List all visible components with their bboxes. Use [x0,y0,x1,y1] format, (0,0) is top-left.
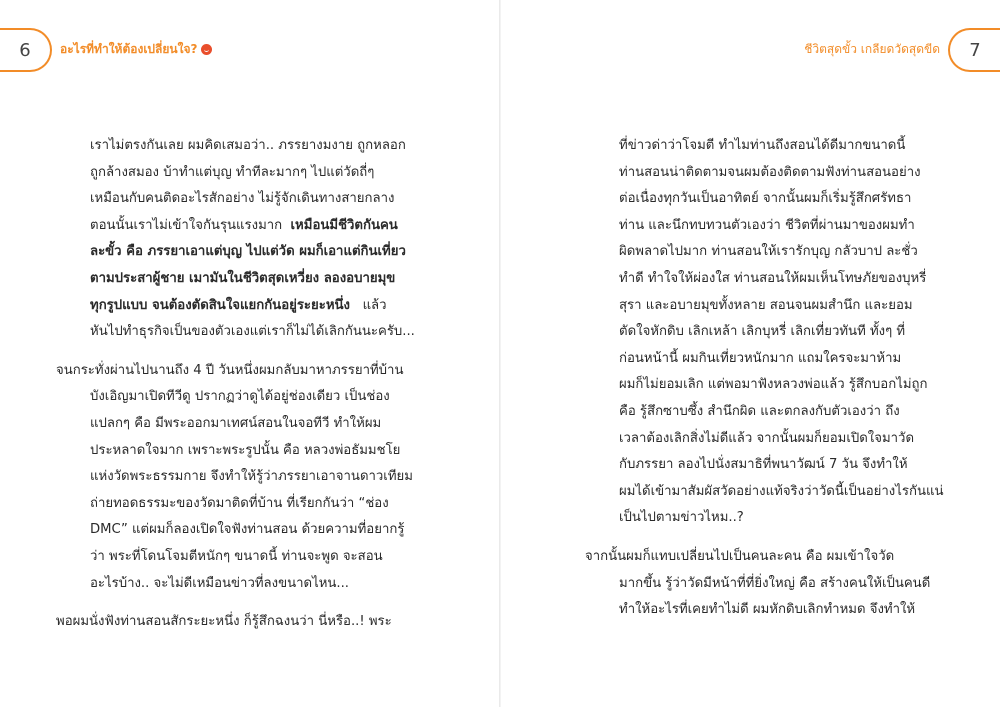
text-line: แปลกๆ คือ มีพระออกมาเทศน์สอนในจอทีวี ทำให้ผม [90,415,382,431]
paragraph [56,609,424,636]
text-line: บังเอิญมาเปิดทีวีดู ปรากฏว่าดูได้อยู่ช่องเดียว เป็นช่อง [90,389,390,405]
text-line: หันไปทำธุรกิจเป็นของตัวเองแต่เราก็ไม่ได้เลิกกันนะครับ... [90,324,415,340]
text-line: กับภรรยา ลองไปนั่งสมาธิที่พนาวัฒน์ 7 วัน จึงทำให้ [619,457,908,473]
left-header-title: อะไรที่ทำให้ต้องเปลี่ยนใจ? [60,42,198,56]
text-line: พอผมนั่งฟังท่านสอนสักระยะหนึ่ง ก็รู้สึกฉงนว่า นี่หรือ..! พระ [56,614,392,630]
text-line: อะไรบ้าง.. จะไม่ดีเหมือนข่าวที่ลงขนาดไหน... [90,575,349,591]
smiley-icon [201,44,212,55]
text-line: คือ รู้สึกซาบซึ้ง สำนึกผิด และตกลงกับตัวเองว่า ถึง [619,403,900,419]
text-line: ก่อนหน้านี้ ผมกินเที่ยวหนักมาก แถมใครจะมาห้าม [619,350,902,366]
text-line: จนกระทั่งผ่านไปนานถึง 4 ปี วันหนึ่งผมกลับมาหาภรรยาที่บ้าน [56,362,404,378]
text-span: ตอนนั้นเราไม่เข้าใจกันรุนแรงมาก [90,217,283,233]
text-line: ผิดพลาดไปมาก ท่านสอนให้เรารักบุญ กลัวบาป ละชั่ว [619,244,918,260]
left-page-body [56,133,424,648]
text-line [56,293,424,320]
text-line: ถ่ายทอดธรรมะของวัดมาติดที่บ้าน ที่เรียกกันว่า “ช่อง [90,495,389,511]
left-running-header [60,40,212,59]
paragraph [585,544,947,624]
bold-text: เหมือนมีชีวิตกันคน [290,217,398,233]
text-line: ถูกล้างสมอง บ้าทำแต่บุญ ทำทีละมากๆ ไปแต่วัดถี่ๆ [90,164,375,180]
text-line: เราไม่ตรงกันเลย ผมคิดเสมอว่า.. ภรรยางมงาย ถูกหลอก [90,138,406,153]
bold-text: ทุกรูปแบบ จนต้องตัดสินใจแยกกันอยู่ระยะหนึ่ง [90,297,350,313]
text-line: ว่า พระที่โดนโจมตีหนักๆ ขนาดนี้ ท่านจะพูด จะสอน [90,548,383,564]
text-line: สุรา และอบายมุขทั้งหลาย สอนจนผมสำนึก และยอม [619,297,913,313]
paragraph [585,133,947,532]
text-line: เหมือนกับคนติดอะไรสักอย่าง ไม่รู้จักเดินทางสายกลาง [90,191,395,207]
right-page-body [585,133,947,636]
text-line: DMC” แต่ผมก็ลองเปิดใจฟังท่านสอน ด้วยความที่อยากรู้ [90,522,405,538]
text-line: เป็นไปตามข่าวไหม..? [619,510,744,526]
right-page-number: 7 [948,28,1000,72]
text-line: ที่ข่าวด่าว่าโจมตี ทำไมท่านถึงสอนได้ดีมากขนาดนี้ [619,138,906,153]
text-line: มากขึ้น รู้ว่าวัดมีหน้าที่ที่ยิ่งใหญ่ คือ สร้างคนให้เป็นคนดี [619,575,931,591]
text-line: ประหลาดใจมาก เพราะพระรูปนั้น คือ หลวงพ่อธัมมชโย [90,442,401,458]
text-line: เวลาต้องเลิกสิ่งไม่ดีแล้ว จากนั้นผมก็ยอมเปิดใจมาวัด [619,430,915,446]
text-line: แห่งวัดพระธรรมกาย จึงทำให้รู้ว่าภรรยาเอาจานดาวเทียม [90,469,413,485]
text-line: ผมได้เข้ามาสัมผัสวัดอย่างแท้จริงว่าวัดนี้เป็นอย่างไรกันแน่ [619,483,944,499]
text-line: ท่าน และนึกทบทวนตัวเองว่า ชีวิตที่ผ่านมาของผมทำ [619,217,915,233]
text-line [56,213,424,240]
left-page-number: 6 [0,28,52,72]
text-line: ต่อเนื่องทุกวันเป็นอาทิตย์ จากนั้นผมก็เริ่มรู้สึกศรัทธา [619,191,912,207]
text-line: ทำดี ทำใจให้ผ่องใส ท่านสอนให้ผมเห็นโทษภัยของบุหรี่ [619,270,927,286]
page-gutter [499,0,501,707]
text-span: แล้ว [362,297,387,313]
text-line: ผมก็ไม่ยอมเลิก แต่พอมาฟังหลวงพ่อแล้ว รู้สึกบอกไม่ถูก [619,377,928,393]
text-line: ตัดใจหักดิบ เลิกเหล้า เลิกบุหรี่ เลิกเที่ยวทันที ทั้งๆ ที่ [619,324,906,340]
paragraph [56,133,424,346]
text-line: ทำให้อะไรที่เคยทำไม่ดี ผมหักดิบเลิกทำหมด จึงทำให้ [619,602,916,618]
bold-line: ละขั้ว คือ ภรรยาเอาแต่บุญ ไปแต่วัด ผมก็เอาแต่กินเที่ยว [90,244,406,260]
text-line: จากนั้นผมก็แทบเปลี่ยนไปเป็นคนละคน คือ ผมเข้าใจวัด [585,548,895,564]
bold-line: ตามประสาผู้ชาย เมามันในชีวิตสุดเหวี่ยง ลองอบายมุข [90,270,396,286]
text-line: ท่านสอนน่าติดตามจนผมต้องติดตามฟังท่านสอนอย่าง [619,164,921,180]
right-running-header: ชีวิตสุดขั้ว เกลียดวัดสุดขีด [804,42,940,56]
paragraph [56,358,424,597]
